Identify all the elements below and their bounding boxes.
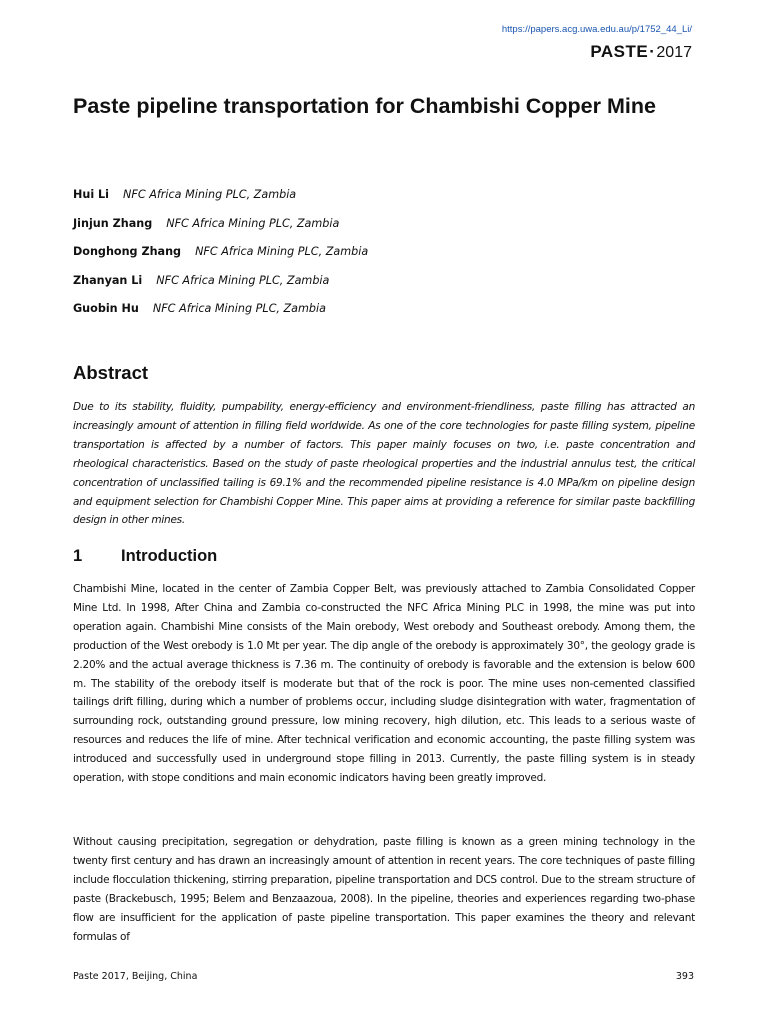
author-item xyxy=(73,185,693,214)
author-affiliation: NFC Africa Mining PLC, Zambia xyxy=(166,216,340,230)
introduction-heading xyxy=(73,547,217,566)
author-affiliation: NFC Africa Mining PLC, Zambia xyxy=(152,302,327,315)
brand-name: PASTE xyxy=(590,42,649,61)
author-affiliation: NFC Africa Mining PLC, Zambia xyxy=(123,188,297,201)
footer-conference: Paste 2017, Beijing, China xyxy=(73,971,198,982)
author-name: Jinjun Zhang xyxy=(73,216,153,230)
abstract-text: Due to its stability, fluidity, pumpability, energy-efficiency and environment-friendliness, paste filling has attracted an increasingly amount of attention in filling field worldwide. As one of the core technologies for paste filling system, pipeline transportation is affected by a number of factors. This paper mainly focuses on two, i.e. paste concentration and rheological characteristics. Based on the study of paste rheological properties and the industrial annulus test, the critical concentration of unclassified tailing is 69.1% and the recommended pipeline resistance is 4.0 MPa/km on pipeline design and equipment selection for Chambishi Copper Mine. This paper aims at providing a reference for similar paste backfilling design in other mines. xyxy=(73,401,695,527)
paper-url-link[interactable]: https://papers.acg.uwa.edu.au/p/1752_44_Li/ xyxy=(501,24,692,35)
body-paragraph: Chambishi Mine, located in the center of Zambia Copper Belt, was previously attached to Zambia Consolidated Copper Mine Ltd. In 1998, After China and Zambia co-constructed the NFC Africa Mining PLC in 1998, the mine was put into operation again. Chambishi Mine consists of the Main orebody, West orebody and Southeast orebody. Among them, the production of the West orebody is 1.0 Mt per year. The dip angle of the orebody is approximately 30°, the geology grade is 2.20% and the actual average thickness is 7.36 m. The continuity of orebody is favorable and the extension is below 600 m. The stability of the orebody itself is moderate but that of the rock is poor. The mine uses non-cemented classified tailings drift filling, during which a number of problems occur, including sludge disintegration with water, fragmentation of surrounding rock, outstanding ground pressure, low mining recovery, high dilution, etc. This leads to a serious waste of resources and reduces the life of mine. After technical verification and economic accounting, the paste filling system was introduced and successfully used in underground stope filling in 2013. Currently, the paste filling system is in steady operation, with stope conditions and main economic indicators having been greatly improved. xyxy=(73,583,695,785)
author-item xyxy=(73,242,693,271)
paper-title: Paste pipeline transportation for Chambishi Copper Mine xyxy=(73,94,656,118)
author-name: Zhanyan Li xyxy=(73,273,143,287)
author-item xyxy=(73,299,693,328)
abstract-heading: Abstract xyxy=(73,362,149,383)
author-list xyxy=(73,185,693,328)
author-affiliation: NFC Africa Mining PLC, Zambia xyxy=(156,273,330,287)
section-title: Introduction xyxy=(121,547,218,565)
section-number: 1 xyxy=(73,547,83,565)
body-paragraph: Without causing precipitation, segregation or dehydration, paste filling is known as a green mining technology in the twenty first century and has drawn an increasingly amount of attention in recent years. The core techniques of paste filling include flocculation thickening, stirring preparation, pipeline transportation and DCS control. Due to the stream structure of paste (Brackebusch, 1995; Belem and Benzaazoua, 2008). In the pipeline, theories and experiences regarding two-phase flow are insufficient for the application of paste pipeline transportation. This paper examines the theory and relevant formulas of xyxy=(73,836,695,943)
author-name: Donghong Zhang xyxy=(73,245,182,258)
brand-year: 2017 xyxy=(656,44,692,61)
author-name: Hui Li xyxy=(73,188,110,201)
page-number: 393 xyxy=(675,971,694,982)
author-affiliation: NFC Africa Mining PLC, Zambia xyxy=(195,245,369,258)
author-name: Guobin Hu xyxy=(73,302,139,315)
brand-dot: · xyxy=(649,42,656,61)
conference-logo xyxy=(590,42,692,62)
author-item xyxy=(73,214,693,243)
author-item xyxy=(73,271,693,300)
